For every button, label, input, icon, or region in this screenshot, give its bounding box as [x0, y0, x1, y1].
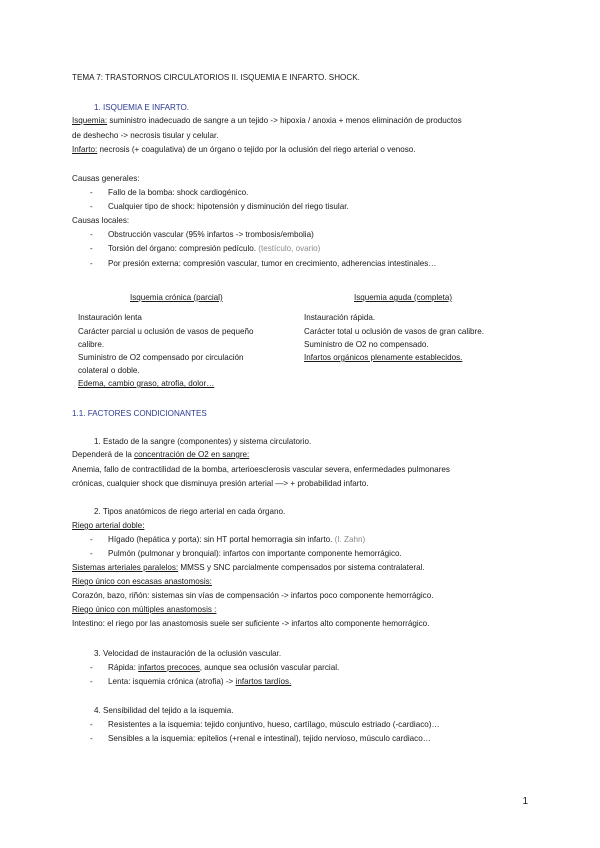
list-item: Obstrucción vascular (95% infartos -> trombosis/embolia)	[108, 230, 314, 239]
table-left-header: Isquemia crónica (parcial)	[130, 293, 223, 302]
bullet-dash: -	[90, 230, 93, 239]
list-item-text: Rápida:	[108, 663, 139, 672]
sistemas-paralelos-label: Sistemas arteriales paralelos:	[72, 563, 179, 572]
document-title: TEMA 7: TRASTORNOS CIRCULATORIOS II. ISQUEMIA E INFARTO. SHOCK.	[72, 73, 360, 82]
factor-3-heading: 3. Velocidad de instauración de la oclusión vascular.	[94, 649, 282, 658]
bullet-dash: -	[90, 720, 93, 729]
isquemia-label: Isquemia:	[72, 116, 108, 125]
isquemia-text-cont: de deshecho -> necrosis tisular y celular.	[72, 131, 219, 140]
sistemas-paralelos	[72, 562, 425, 573]
factor-1-text: Anemia, fallo de contractilidad de la bomba, arterioesclerosis vascular severa, enfermedades pulmonares	[72, 465, 450, 474]
bullet-dash: -	[90, 259, 93, 268]
factor-1-dependency	[72, 449, 249, 460]
list-item-note: (I. Zahn)	[332, 535, 366, 544]
factor-1-heading: 1. Estado de la sangre (componentes) y sistema circulatorio.	[94, 437, 312, 446]
factor-1-text-cont: crónicas, cualquier shock que disminuya presión arterial —> + probabilidad infarto.	[72, 479, 369, 488]
table-left-cell-last: Edema, cambio graso, atrofia, dolor…	[78, 379, 215, 388]
factor-4-heading: 4. Sensibilidad del tejido a la isquemia.	[94, 706, 234, 715]
causas-generales-label: Causas generales:	[72, 174, 140, 183]
list-item	[108, 243, 320, 254]
table-right-cell: Carácter total u oclusión de vasos de gran calibre.	[304, 327, 484, 336]
riego-unico-multiples-text: Intestino: el riego por las anastomosis suele ser suficiente -> infartos alto componente hemorrágico.	[72, 619, 430, 628]
table-left-cell: Carácter parcial u oclusión de vasos de pequeño	[78, 327, 254, 336]
table-left-cell: Suministro de O2 compensado por circulación	[78, 353, 244, 362]
list-item	[108, 534, 365, 545]
list-item: Sensibles a la isquemia: epitelios (+renal e intestinal), tejido nervioso, músculo cardiaco…	[108, 734, 431, 743]
list-item	[108, 662, 339, 673]
sistemas-paralelos-text: MMSS y SNC parcialmente compensados por sistema contralateral.	[178, 563, 425, 572]
riego-unico-escasas-text: Corazón, bazo, riñón: sistemas sin vías de compensación -> infartos poco componente hemorrágico.	[72, 591, 434, 600]
table-right-cell-last: Infartos orgánicos plenamente establecidos.	[304, 353, 463, 362]
bullet-dash: -	[90, 244, 93, 253]
isquemia-text: suministro inadecuado de sangre a un tejido -> hipoxia / anoxia + menos eliminación de productos	[107, 116, 462, 125]
list-item: Resistentes a la isquemia: tejido conjuntivo, hueso, cartílago, músculo estriado (-cardiaco)…	[108, 720, 440, 729]
factor-1-dependency-underlined: concentración de O2 en sangre:	[134, 450, 250, 459]
table-left-cell: colateral o doble.	[78, 366, 140, 375]
list-item: Pulmón (pulmonar y bronquial): infartos con importante componente hemorrágico.	[108, 549, 402, 558]
list-item: Fallo de la bomba: shock cardiogénico.	[108, 188, 249, 197]
causas-locales-label: Causas locales:	[72, 216, 130, 225]
riego-unico-escasas-label: Riego único con escasas anastomosis:	[72, 577, 212, 586]
list-item-text: , aunque sea oclusión vascular parcial.	[199, 663, 340, 672]
list-item-underlined: infartos precoces	[138, 663, 200, 672]
list-item-note: (testículo, ovario)	[256, 244, 321, 253]
table-left-cell: calibre.	[78, 340, 105, 349]
bullet-dash: -	[90, 663, 93, 672]
list-item-text: Hígado (hepática y porta): sin HT portal hemorragia sin infarto.	[108, 535, 333, 544]
list-item-underlined: infartos tardíos.	[235, 677, 292, 686]
table-right-cell: Suministro de O2 no compensado.	[304, 340, 429, 349]
bullet-dash: -	[90, 734, 93, 743]
bullet-dash: -	[90, 188, 93, 197]
factor-1-dependency-text: Dependerá de la	[72, 450, 135, 459]
table-left-cell: Instauración lenta	[78, 313, 142, 322]
page-number: 1	[522, 796, 528, 807]
section-heading-1-1: 1.1. FACTORES CONDICIONANTES	[72, 409, 207, 418]
riego-unico-multiples-label: Riego único con múltiples anastomosis :	[72, 605, 217, 614]
table-right-cell: Instauración rápida.	[304, 313, 376, 322]
factor-2-heading: 2. Tipos anatómicos de riego arterial en cada órgano.	[94, 507, 286, 516]
list-item: Cualquier tipo de shock: hipotensión y disminución del riego tisular.	[108, 202, 349, 211]
riego-doble-label: Riego arterial doble:	[72, 521, 145, 530]
table-right-header: Isquemia aguda (completa)	[354, 293, 453, 302]
infarto-definition	[72, 144, 416, 155]
infarto-label: Infarto:	[72, 145, 98, 154]
list-item: Por presión externa: compresión vascular, tumor en crecimiento, adherencias intestinales…	[108, 259, 437, 268]
infarto-text: necrosis (+ coagulativa) de un órgano o tejido por la oclusión del riego arterial o venoso.	[97, 145, 416, 154]
bullet-dash: -	[90, 535, 93, 544]
isquemia-definition	[72, 115, 462, 126]
list-item	[108, 676, 291, 687]
bullet-dash: -	[90, 677, 93, 686]
bullet-dash: -	[90, 549, 93, 558]
list-item-text: Torsión del órgano: compresión pedículo.	[108, 244, 257, 253]
bullet-dash: -	[90, 202, 93, 211]
section-heading-1: 1. ISQUEMIA E INFARTO.	[94, 103, 190, 112]
list-item-text: Lenta: isquemia crónica (atrofia) ->	[108, 677, 236, 686]
